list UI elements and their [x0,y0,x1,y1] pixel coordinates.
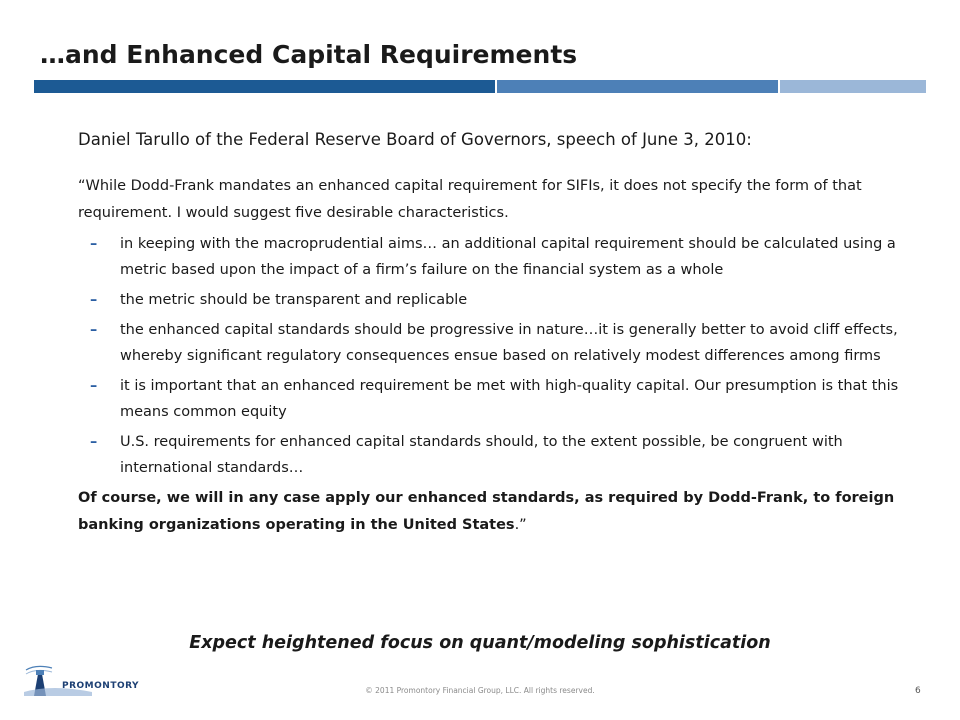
dash-bullet: – [90,322,98,338]
slide-title: …and Enhanced Capital Requirements [40,40,578,69]
page-number: 6 [915,686,921,696]
dash-bullet: – [90,292,98,308]
list-item-text: U.S. requirements for enhanced capital standards should, to the extent possible, be congruent with international standards… [120,434,843,476]
list-item [78,373,926,425]
closing-statement [78,485,926,539]
dash-bullet: – [90,434,98,450]
list-item-text: in keeping with the macroprudential aims… an additional capital requirement should be calculated using a metric based upon the impact of a firm’s failure on the financial system as a whole [120,236,896,278]
speaker-line: Daniel Tarullo of the Federal Reserve Board of Governors, speech of June 3, 2010: [78,130,752,149]
list-item-text: the enhanced capital standards should be progressive in nature…it is generally better to avoid cliff effects, whereby significant regulatory consequences ensue based on relatively modest differences among firms [120,322,898,364]
list-item-text: the metric should be transparent and replicable [120,292,468,308]
list-item [78,429,926,481]
header-bar-light [780,80,926,93]
header-bar-dark [34,80,495,93]
list-item [78,287,926,313]
list-item [78,231,926,283]
dash-bullet: – [90,378,98,394]
closing-bold-text: Of course, we will in any case apply our enhanced standards, as required by Dodd-Frank, to foreign banking organizations operating in the United States [78,490,895,533]
header-bar-mid [497,80,778,93]
logo-wordmark: PROMONTORY [62,681,140,691]
list-item [78,317,926,369]
list-item-text: it is important that an enhanced requirement be met with high-quality capital. Our presumption is that this means common equity [120,378,899,420]
characteristics-list [78,231,926,481]
slide-body [78,130,926,539]
closing-quote-end: .” [514,517,527,533]
quote-intro: “While Dodd-Frank mandates an enhanced capital requirement for SIFIs, it does not specify the form of that requirement. I would suggest five desirable characteristics. [78,178,862,221]
copyright-notice: © 2011 Promontory Financial Group, LLC. All rights reserved. [365,686,595,695]
dash-bullet: – [90,236,98,252]
takeaway-statement: Expect heightened focus on quant/modeling sophistication [189,633,771,653]
